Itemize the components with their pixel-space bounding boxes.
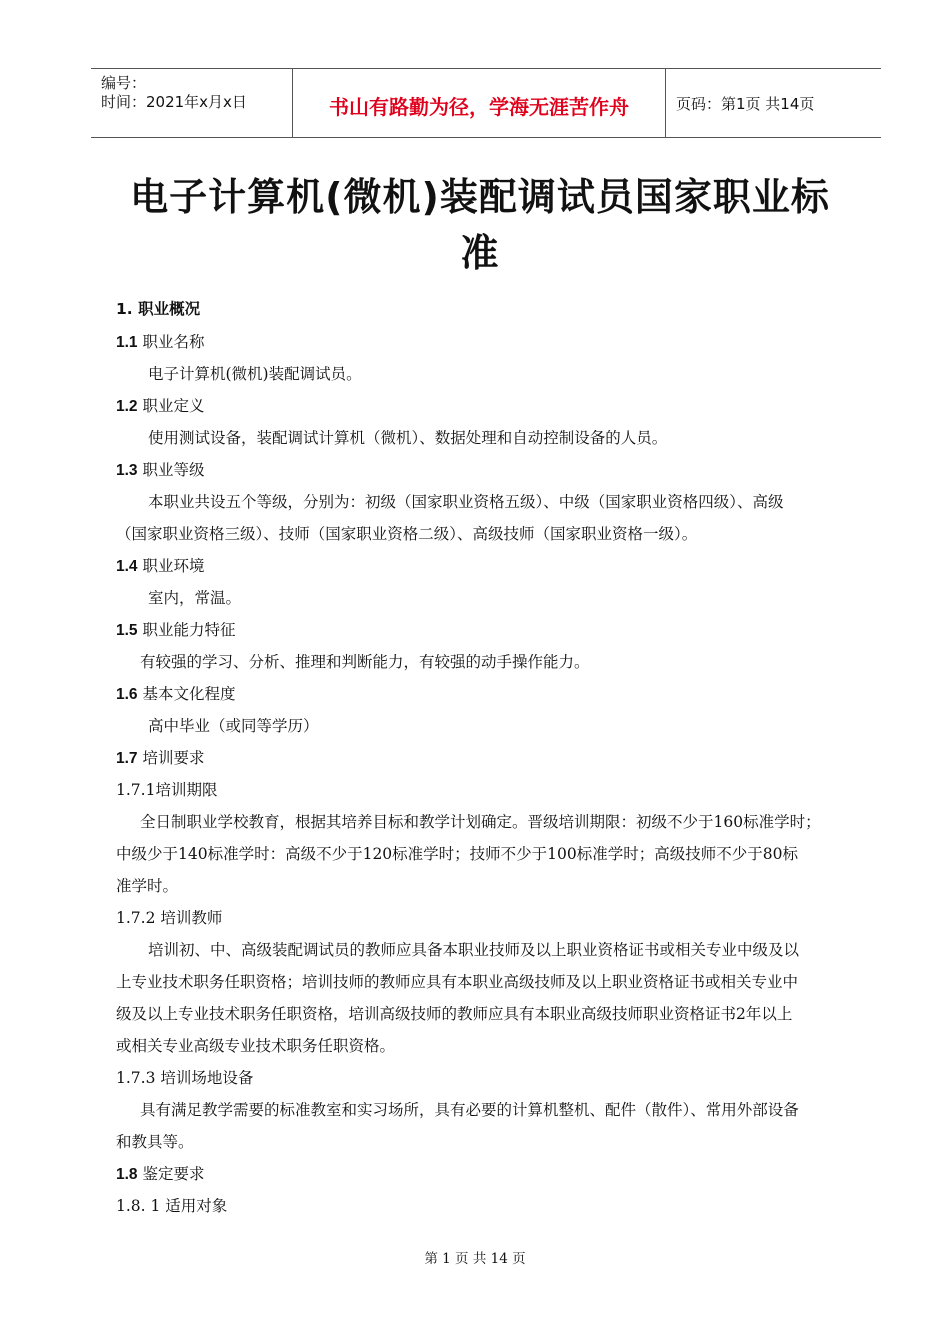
section-1-7-1-text-line3: 准学时。 xyxy=(116,877,179,895)
header-meta-cell xyxy=(91,69,293,137)
section-1-7-3-text-line2: 和教具等。 xyxy=(116,1133,194,1151)
section-1-7-2-heading: 1.7.2 培训教师 xyxy=(116,909,223,927)
section-1-8-1-heading: 1.8. 1 适用对象 xyxy=(116,1197,228,1215)
page-footer: 第 1 页 共 14 页 xyxy=(424,1251,526,1267)
section-1-1-text: 电子计算机(微机)装配调试员。 xyxy=(148,365,362,383)
section-1-6-text: 高中毕业（或同等学历） xyxy=(148,717,319,735)
section-1-5-heading: 1.5 职业能力特征 xyxy=(116,621,236,639)
section-1-8-heading: 1.8 鉴定要求 xyxy=(116,1165,205,1183)
section-1-7-1-text-line2: 中级少于140标准学时：高级不少于120标准学时；技师不少于100标准学时；高级技师不少于80标 xyxy=(116,845,798,863)
header-motto-cell xyxy=(293,69,666,137)
document-title-line2: 准 xyxy=(460,231,500,275)
section-1-7-2-text-line2: 上专业技术职务任职资格；培训技师的教师应具有本职业高级技师及以上职业资格证书或相关专业中 xyxy=(116,973,799,991)
section-1-7-2-text-line1: 培训初、中、高级装配调试员的教师应具备本职业技师及以上职业资格证书或相关专业中级及以 xyxy=(148,941,800,959)
section-1-5-text: 有较强的学习、分析、推理和判断能力，有较强的动手操作能力。 xyxy=(140,653,590,671)
document-title-line1: 电子计算机(微机)装配调试员国家职业标 xyxy=(130,175,830,219)
section-1-7-3-text-line1: 具有满足教学需要的标准教室和实习场所，具有必要的计算机整机、配件（散件）、常用外部设备 xyxy=(140,1101,799,1119)
section-1-1-heading: 1.1 职业名称 xyxy=(116,333,205,351)
section-1-7-1-heading: 1.7.1培训期限 xyxy=(116,781,218,799)
section-1-3-text-line2: （国家职业资格三级）、技师（国家职业资格二级）、高级技师（国家职业资格一级）。 xyxy=(116,525,698,543)
section-1-3-text-line1: 本职业共设五个等级，分别为：初级（国家职业资格五级）、中级（国家职业资格四级）、高级 xyxy=(148,493,784,511)
motto: 书山有路勤为径，学海无涯苦作舟 xyxy=(329,95,629,119)
header-table xyxy=(91,68,881,138)
page-info: 页码：第1页 共14页 xyxy=(676,95,815,113)
section-1-4-text: 室内，常温。 xyxy=(148,589,242,607)
time-label: 时间：2021年x月x日 xyxy=(101,93,247,111)
section-1-7-2-text-line3: 级及以上专业技术职务任职资格，培训高级技师的教师应具有本职业高级技师职业资格证书2年以上 xyxy=(116,1005,793,1023)
code-label: 编号： xyxy=(101,74,147,92)
section-1-2-heading: 1.2 职业定义 xyxy=(116,397,205,415)
section-1-2-text: 使用测试设备，装配调试计算机（微机）、数据处理和自动控制设备的人员。 xyxy=(148,429,668,447)
section-1-6-heading: 1.6 基本文化程度 xyxy=(116,685,236,703)
section-1-3-heading: 1.3 职业等级 xyxy=(116,461,205,479)
section-1-7-2-text-line4: 或相关专业高级专业技术职务任职资格。 xyxy=(116,1037,396,1055)
section-1-7-heading: 1.7 培训要求 xyxy=(116,749,205,767)
section-1-7-1-text-line1: 全日制职业学校教育，根据其培养目标和教学计划确定。晋级培训期限：初级不少于160标准学时； xyxy=(140,813,821,831)
section-1-heading: 1. 职业概况 xyxy=(116,300,201,318)
section-1-4-heading: 1.4 职业环境 xyxy=(116,557,205,575)
section-1-7-3-heading: 1.7.3 培训场地设备 xyxy=(116,1069,254,1087)
